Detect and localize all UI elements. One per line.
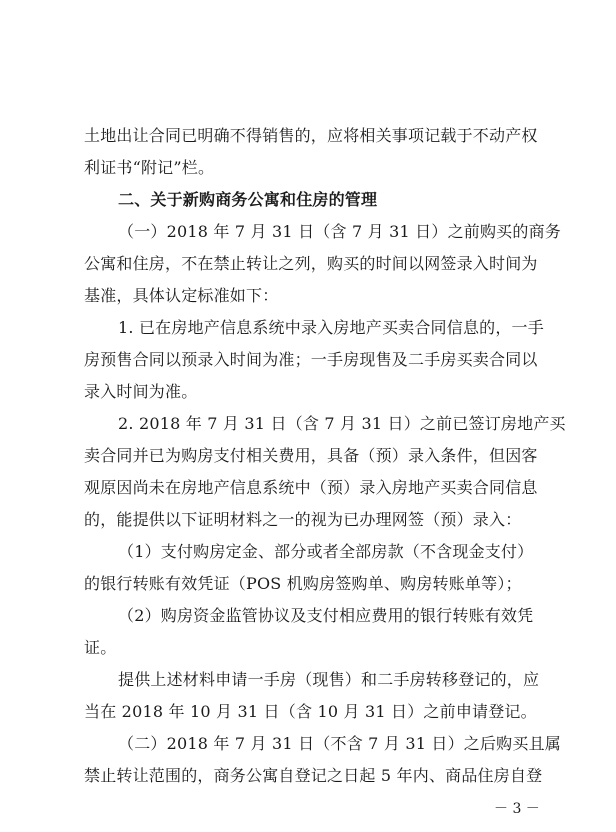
- paragraph-line: 利证书“附记”栏。: [84, 158, 215, 177]
- paragraph-line: 录入时间为准。: [84, 382, 198, 401]
- section-heading: 二、关于新购商务公寓和住房的管理: [118, 190, 378, 209]
- paragraph-line: 公寓和住房，不在禁止转让之列，购买的时间以网签录入时间为: [84, 254, 538, 273]
- paragraph-line: 房预售合同以预录入时间为准；一手房现售及二手房买卖合同以: [84, 350, 538, 369]
- paragraph-line: 的银行转账有效凭证（POS 机购房签购单、购房转账单等）；: [84, 574, 522, 593]
- paragraph-line: 观原因尚未在房地产信息系统中（预）录入房地产买卖合同信息: [84, 478, 538, 497]
- paragraph-line: 卖合同并已为购房支付相关费用，具备（预）录入条件，但因客: [84, 446, 538, 465]
- paragraph-line: （2）购房资金监管协议及支付相应费用的银行转账有效凭: [118, 606, 534, 625]
- paragraph-line: 的，能提供以下证明材料之一的视为已办理网签（预）录入：: [84, 510, 522, 529]
- page-number: － 3 －: [494, 801, 540, 817]
- paragraph-line: （二）2018 年 7 月 31 日（不含 7 月 31 日）之后购买且属: [118, 734, 561, 753]
- paragraph-line: 禁止转让范围的，商务公寓自登记之日起 5 年内、商品住房自登: [84, 766, 543, 785]
- paragraph-line: 2. 2018 年 7 月 31 日（含 7 月 31 日）之前已签订房地产买: [118, 414, 566, 433]
- paragraph-line: 土地出让合同已明确不得销售的，应将相关事项记载于不动产权: [84, 126, 538, 145]
- paragraph-line: 提供上述材料申请一手房（现售）和二手房转移登记的，应: [118, 670, 540, 689]
- paragraph-line: 当在 2018 年 10 月 31 日（含 10 月 31 日）之前申请登记。: [84, 702, 537, 721]
- paragraph-line: 证。: [84, 638, 117, 657]
- paragraph-line: 基准，具体认定标准如下：: [84, 286, 279, 305]
- paragraph-line: 1. 已在房地产信息系统中录入房地产买卖合同信息的，一手: [118, 318, 544, 337]
- paragraph-line: （1）支付购房定金、部分或者全部房款（不含现金支付）: [118, 542, 534, 561]
- paragraph-line: （一）2018 年 7 月 31 日（含 7 月 31 日）之前购买的商务: [118, 222, 561, 241]
